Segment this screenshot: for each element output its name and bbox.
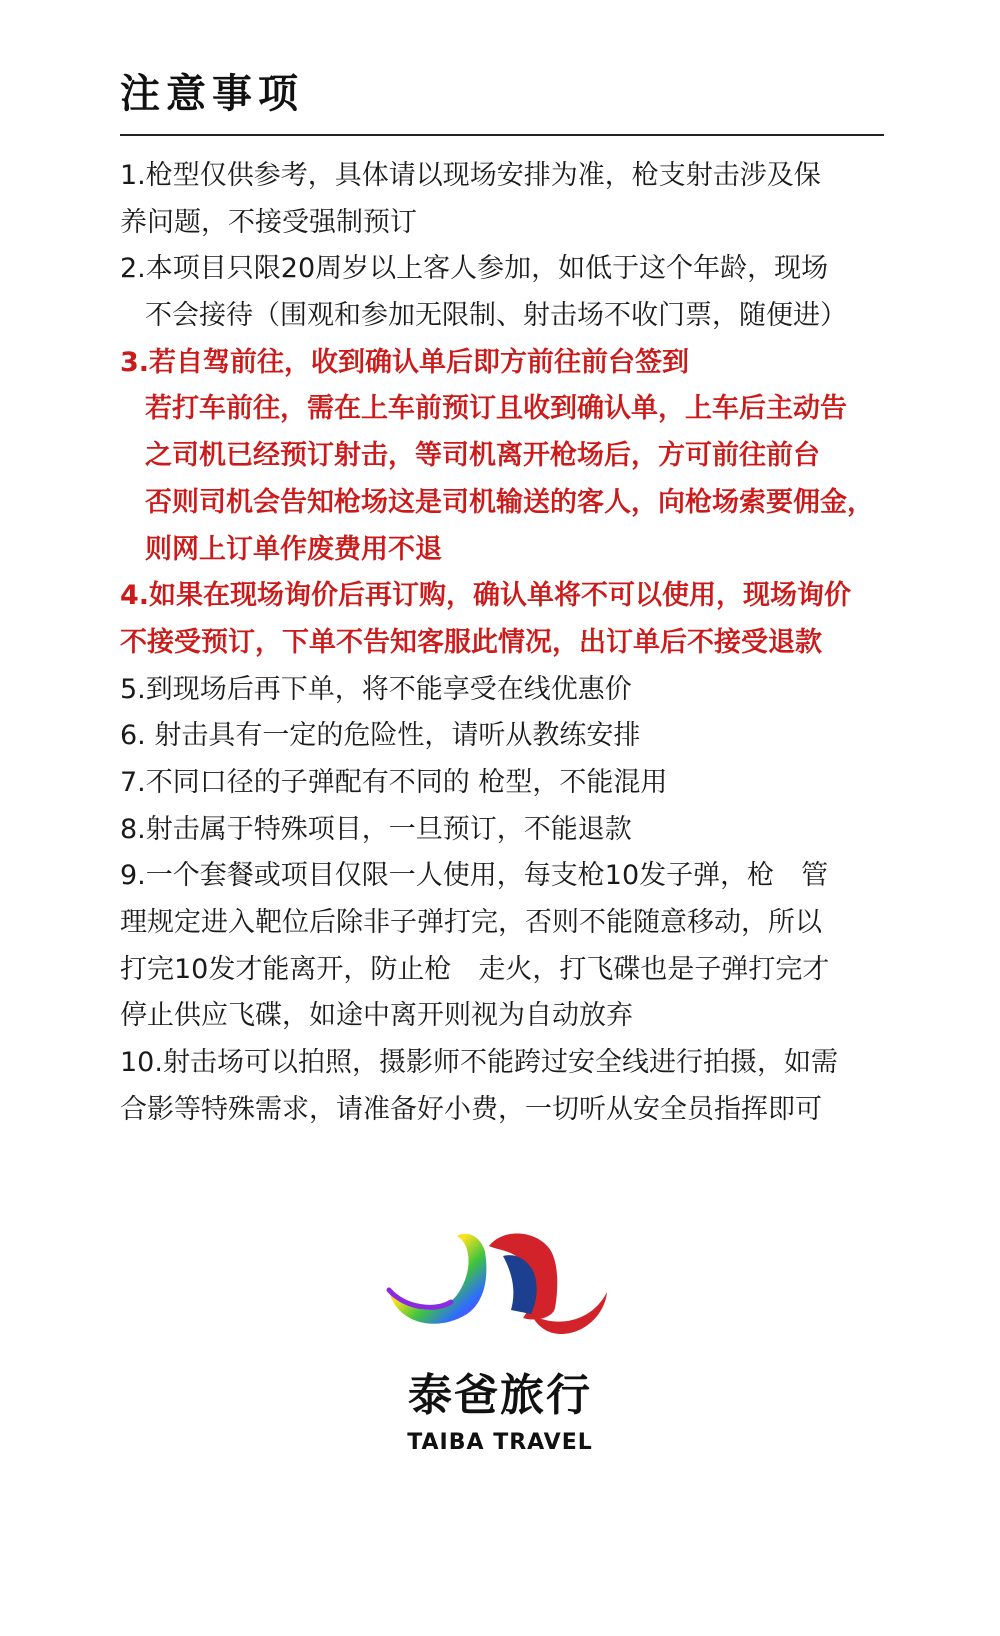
note-line: 停止供应飞碟，如途中离开则视为自动放弃 <box>120 1000 633 1032</box>
note-line: 合影等特殊需求，请准备好小费，一切听从安全员指挥即可 <box>120 1093 822 1125</box>
note-line: 8.射击属于特殊项目，一旦预订，不能退款 <box>120 813 632 845</box>
note-line-warning: 3.若自驾前往，收到确认单后即方前往前台签到 <box>120 346 690 378</box>
note-line: 养问题，不接受强制预订 <box>120 206 417 238</box>
note-line-warning: 则网上订单作废费用不退 <box>145 533 442 565</box>
note-line: 9.一个套餐或项目仅限一人使用，每支枪10发子弹，枪 管 <box>120 860 829 892</box>
page-title: 注意事项 <box>120 71 304 117</box>
note-line-warning: 不接受预订，下单不告知客服此情况，出订单后不接受退款 <box>120 626 822 658</box>
brand-name-en: TAIBA TRAVEL <box>407 1430 593 1455</box>
brand-name-cn: 泰爸旅行 <box>408 1370 592 1421</box>
note-line: 6. 射击具有一定的危险性，请听从教练安排 <box>120 720 641 752</box>
notes-list <box>120 153 900 1133</box>
note-line: 不会接待（围观和参加无限制、射击场不收门票，随便进） <box>145 300 847 332</box>
note-line-warning: 之司机已经预订射击，等司机离开枪场后，方可前往前台 <box>145 440 820 472</box>
note-line: 7.不同口径的子弹配有不同的 枪型，不能混用 <box>120 766 668 798</box>
note-line: 打完10发才能离开，防止枪 走火，打飞碟也是子弹打完才 <box>120 953 830 985</box>
note-line-warning: 否则司机会告知枪场这是司机输送的客人，向枪场索要佣金， <box>145 486 874 518</box>
note-line: 5.到现场后再下单，将不能享受在线优惠价 <box>120 673 632 705</box>
note-line: 1.枪型仅供参考，具体请以现场安排为准，枪支射击涉及保 <box>120 160 821 191</box>
title-divider <box>120 134 884 136</box>
note-line: 2.本项目只限20周岁以上客人参加，如低于这个年龄，现场 <box>120 253 829 285</box>
note-line-warning: 4.如果在现场询价后再订购，确认单将不可以使用，现场询价 <box>120 580 852 612</box>
note-line: 10.射击场可以拍照，摄影师不能跨过安全线进行拍摄，如需 <box>120 1047 838 1079</box>
note-line: 理规定进入靶位后除非子弹打完，否则不能随意移动，所以 <box>120 907 822 938</box>
logo-mustache-icon <box>385 1222 615 1362</box>
note-line-warning: 若打车前往，需在上车前预订且收到确认单，上车后主动告 <box>145 393 847 425</box>
taiba-travel-logo <box>385 1222 615 1482</box>
